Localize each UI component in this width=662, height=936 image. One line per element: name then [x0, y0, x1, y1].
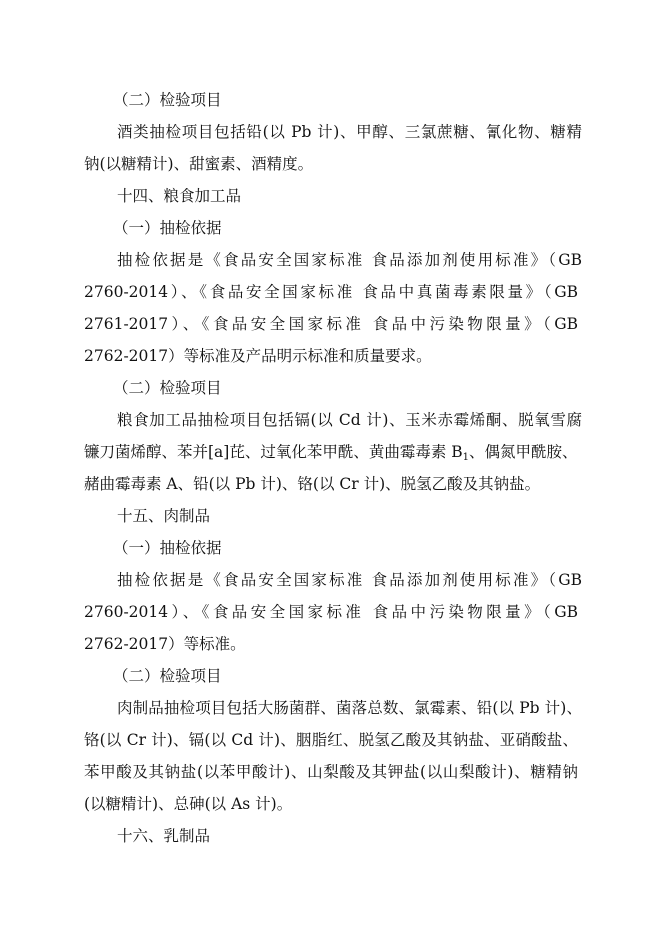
paragraph-line: (以糖精计)、总砷(以 As 计)。	[84, 795, 293, 813]
subheading-basis: （一）抽检依据	[113, 219, 222, 237]
subscript-b1: 1	[462, 452, 470, 463]
paragraph-line: 2760-2014）、《食品安全国家标准 食品中污染物限量》（GB	[84, 603, 578, 621]
paragraph-line-with-subscript: 镰刀菌烯醇、苯并[a]芘、过氧化苯甲酰、黄曲霉毒素 $B_1$、偶氮甲酰胺、	[84, 443, 578, 463]
paragraph-line: 钠(以糖精计)、甜蜜素、酒精度。	[84, 155, 314, 173]
section-heading-grain: 十四、粮食加工品	[117, 187, 242, 205]
paragraph-line: 2762-2017）等标准及产品明示标准和质量要求。	[84, 347, 432, 365]
paragraph-line: 抽检依据是《食品安全国家标准 食品添加剂使用标准》（GB	[117, 571, 582, 589]
paragraph-line: 2761-2017）、《食品安全国家标准 食品中污染物限量》（GB	[84, 315, 578, 333]
paragraph-line: 抽检依据是《食品安全国家标准 食品添加剂使用标准》（GB	[117, 251, 582, 269]
subheading-inspection-items: （二）检验项目	[113, 667, 222, 685]
paragraph-line: 苯甲酸及其钠盐(以苯甲酸计)、山梨酸及其钾盐(以山梨酸计)、糖精钠	[84, 763, 578, 781]
paragraph-line: 肉制品抽检项目包括大肠菌群、菌落总数、氯霉素、铅(以 Pb 计)、	[117, 699, 582, 717]
paragraph-line: 粮食加工品抽检项目包括镉(以 Cd 计)、玉米赤霉烯酮、脱氧雪腐	[117, 411, 582, 429]
paragraph-line: 铬(以 Cr 计)、镉(以 Cd 计)、胭脂红、脱氢乙酸及其钠盐、亚硝酸盐、	[84, 731, 578, 749]
paragraph-line: 赭曲霉毒素 A、铅(以 Pb 计)、铬(以 Cr 计)、脱氢乙酸及其钠盐。	[84, 475, 541, 493]
subheading-inspection-items: （二）检验项目	[113, 379, 222, 397]
section-heading-meat: 十五、肉制品	[117, 507, 211, 525]
paragraph-line: 酒类抽检项目包括铅(以 Pb 计)、甲醇、三氯蔗糖、氰化物、糖精	[117, 123, 582, 141]
paragraph-line: 2762-2017）等标准。	[84, 635, 246, 653]
section-heading-dairy: 十六、乳制品	[117, 827, 211, 845]
subheading-inspection-items: （二）检验项目	[113, 91, 222, 109]
paragraph-line: 2760-2014）、《食品安全国家标准 食品中真菌毒素限量》（GB	[84, 283, 578, 301]
subheading-basis: （一）抽检依据	[113, 539, 222, 557]
